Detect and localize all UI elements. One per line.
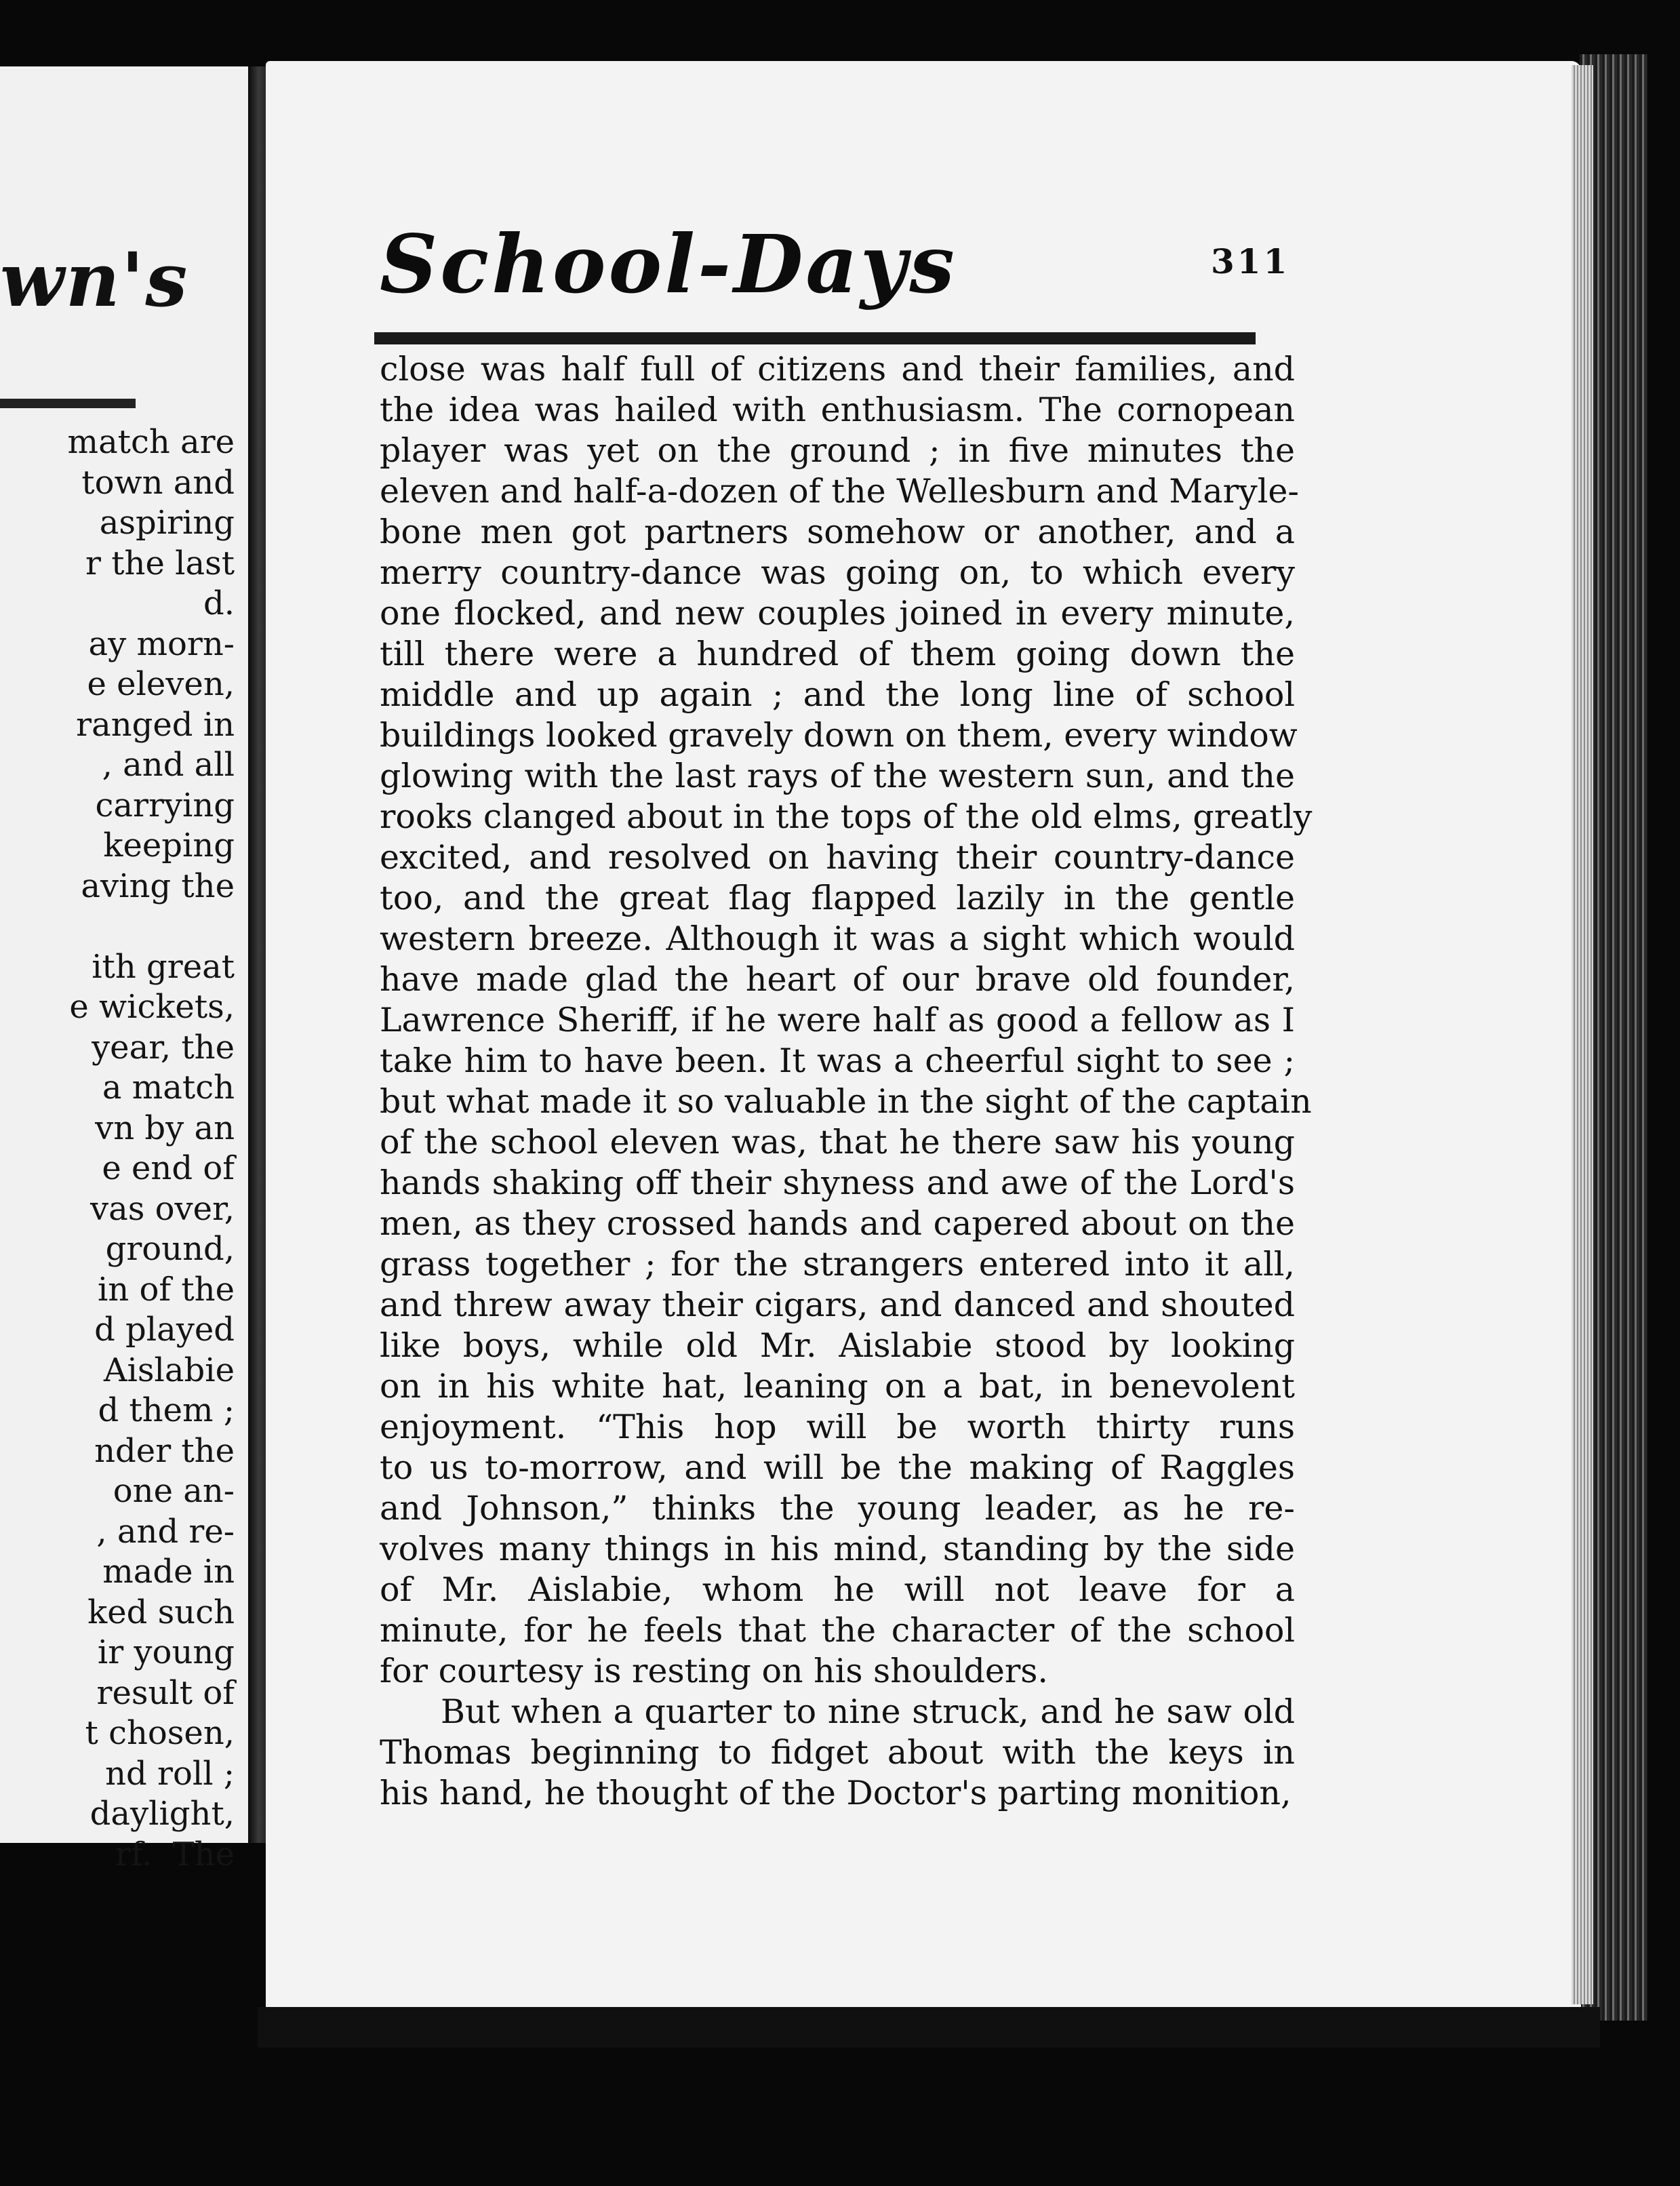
left-line: ir young bbox=[97, 1633, 235, 1671]
left-head-rule bbox=[0, 399, 136, 408]
text-line: the idea was hailed with enthusiasm. The cornopean bbox=[380, 391, 1295, 429]
text-line: Thomas beginning to fidget about with the keys in bbox=[380, 1733, 1295, 1772]
text-line: glowing with the last rays of the western sun, and the bbox=[380, 757, 1295, 795]
text-line: his hand, he thought of the Doctor's parting monition, bbox=[380, 1774, 1292, 1812]
text-line: but what made it so valuable in the sight of the captain bbox=[380, 1082, 1312, 1121]
left-line: ith great bbox=[92, 947, 235, 986]
left-line: vn by an bbox=[95, 1109, 235, 1147]
left-line: ay morn- bbox=[88, 624, 235, 663]
text-line: eleven and half-a-dozen of the Wellesburn and Maryle- bbox=[380, 472, 1299, 511]
left-line: keeping bbox=[103, 827, 235, 865]
text-line: enjoyment. “This hop will be worth thirty runs bbox=[380, 1408, 1295, 1446]
text-line: too, and the great flag flapped lazily in the gentle bbox=[380, 879, 1295, 917]
text-line: and Johnson,” thinks the young leader, as he re- bbox=[380, 1489, 1295, 1528]
text-line: buildings looked gravely down on them, every window bbox=[380, 716, 1298, 755]
text-line: player was yet on the ground ; in five minutes the bbox=[380, 431, 1295, 470]
left-line: match are bbox=[67, 423, 235, 461]
left-line: e end of bbox=[102, 1149, 235, 1187]
left-line: one an- bbox=[113, 1472, 235, 1510]
left-line: t chosen, bbox=[85, 1714, 235, 1752]
left-line: ground, bbox=[105, 1230, 235, 1268]
text-line: Lawrence Sheriff, if he were half as good a fellow as I bbox=[380, 1001, 1295, 1039]
text-line: till there were a hundred of them going down the bbox=[380, 635, 1295, 673]
text-line: merry country-dance was going on, to which every bbox=[380, 553, 1295, 592]
left-line: aspiring bbox=[99, 504, 235, 542]
text-line: have made glad the heart of our brave old founder, bbox=[380, 960, 1295, 999]
text-line: like boys, while old Mr. Aislabie stood by looking bbox=[380, 1326, 1295, 1365]
left-line: in of the bbox=[97, 1270, 235, 1309]
text-line: excited, and resolved on having their country-dance bbox=[380, 838, 1295, 877]
left-line: aving the bbox=[81, 867, 235, 905]
text-line: to us to-morrow, and will be the making of Raggles bbox=[380, 1448, 1295, 1487]
left-line: nd roll ; bbox=[105, 1754, 235, 1793]
left-line: vas over, bbox=[90, 1189, 235, 1228]
left-line: , and all bbox=[102, 746, 235, 784]
left-text-column bbox=[0, 422, 235, 1875]
left-line: ked such bbox=[87, 1593, 235, 1631]
left-line: , and re- bbox=[96, 1512, 235, 1551]
text-line: But when a quarter to nine struck, and he saw old bbox=[441, 1692, 1295, 1731]
left-line: d played bbox=[94, 1311, 235, 1349]
page-edges bbox=[1572, 65, 1593, 2004]
left-line: d them ; bbox=[98, 1391, 235, 1429]
text-line: middle and up again ; and the long line of school bbox=[380, 675, 1295, 714]
left-line: daylight, bbox=[89, 1795, 235, 1833]
text-line: volves many things in his mind, standing by the side bbox=[380, 1530, 1295, 1568]
text-line: close was half full of citizens and their families, and bbox=[380, 350, 1295, 389]
bottom-shadow bbox=[258, 2007, 1600, 2048]
left-page bbox=[0, 66, 252, 1873]
left-line: made in bbox=[102, 1553, 235, 1591]
body-text bbox=[380, 349, 1313, 1814]
text-line: men, as they crossed hands and capered about on the bbox=[380, 1204, 1295, 1243]
text-line: grass together ; for the strangers entered into it all, bbox=[380, 1245, 1295, 1284]
left-line: e eleven, bbox=[87, 665, 235, 703]
text-line: of Mr. Aislabie, whom he will not leave for a bbox=[380, 1570, 1295, 1609]
text-line: and threw away their cigars, and danced and shouted bbox=[380, 1286, 1295, 1324]
text-line: minute, for he feels that the character of the school bbox=[380, 1611, 1295, 1650]
text-line: bone men got partners somehow or another, and a bbox=[380, 513, 1295, 551]
left-line bbox=[0, 907, 235, 947]
left-line: rf. The bbox=[115, 1835, 235, 1873]
page-number: 311 bbox=[1211, 241, 1290, 281]
text-line: for courtesy is resting on his shoulders. bbox=[380, 1652, 1049, 1690]
text-line: take him to have been. It was a cheerful sight to see ; bbox=[380, 1041, 1295, 1080]
left-line: r the last bbox=[85, 544, 235, 582]
text-line: of the school eleven was, that he there saw his young bbox=[380, 1123, 1295, 1161]
left-line: a match bbox=[102, 1069, 235, 1107]
text-line: hands shaking off their shyness and awe of the Lord's bbox=[380, 1164, 1295, 1202]
left-line: result of bbox=[96, 1673, 235, 1712]
left-running-head: wn's bbox=[0, 236, 189, 323]
left-line: ranged in bbox=[76, 705, 235, 744]
left-line: year, the bbox=[92, 1028, 235, 1067]
left-line: e wickets, bbox=[69, 988, 235, 1026]
text-line: western breeze. Although it was a sight which would bbox=[380, 919, 1295, 958]
head-rule bbox=[374, 332, 1256, 344]
text-line: on in his white hat, leaning on a bat, in benevolent bbox=[380, 1367, 1295, 1406]
text-line: rooks clanged about in the tops of the old elms, greatly bbox=[380, 797, 1313, 836]
left-line: Aislabie bbox=[103, 1351, 235, 1389]
left-line: d. bbox=[203, 584, 235, 622]
left-line: town and bbox=[81, 463, 235, 502]
left-line: carrying bbox=[95, 786, 235, 824]
running-head: School-Days bbox=[380, 217, 957, 311]
left-line: nder the bbox=[94, 1431, 235, 1470]
text-line: one flocked, and new couples joined in every minute, bbox=[380, 594, 1295, 633]
